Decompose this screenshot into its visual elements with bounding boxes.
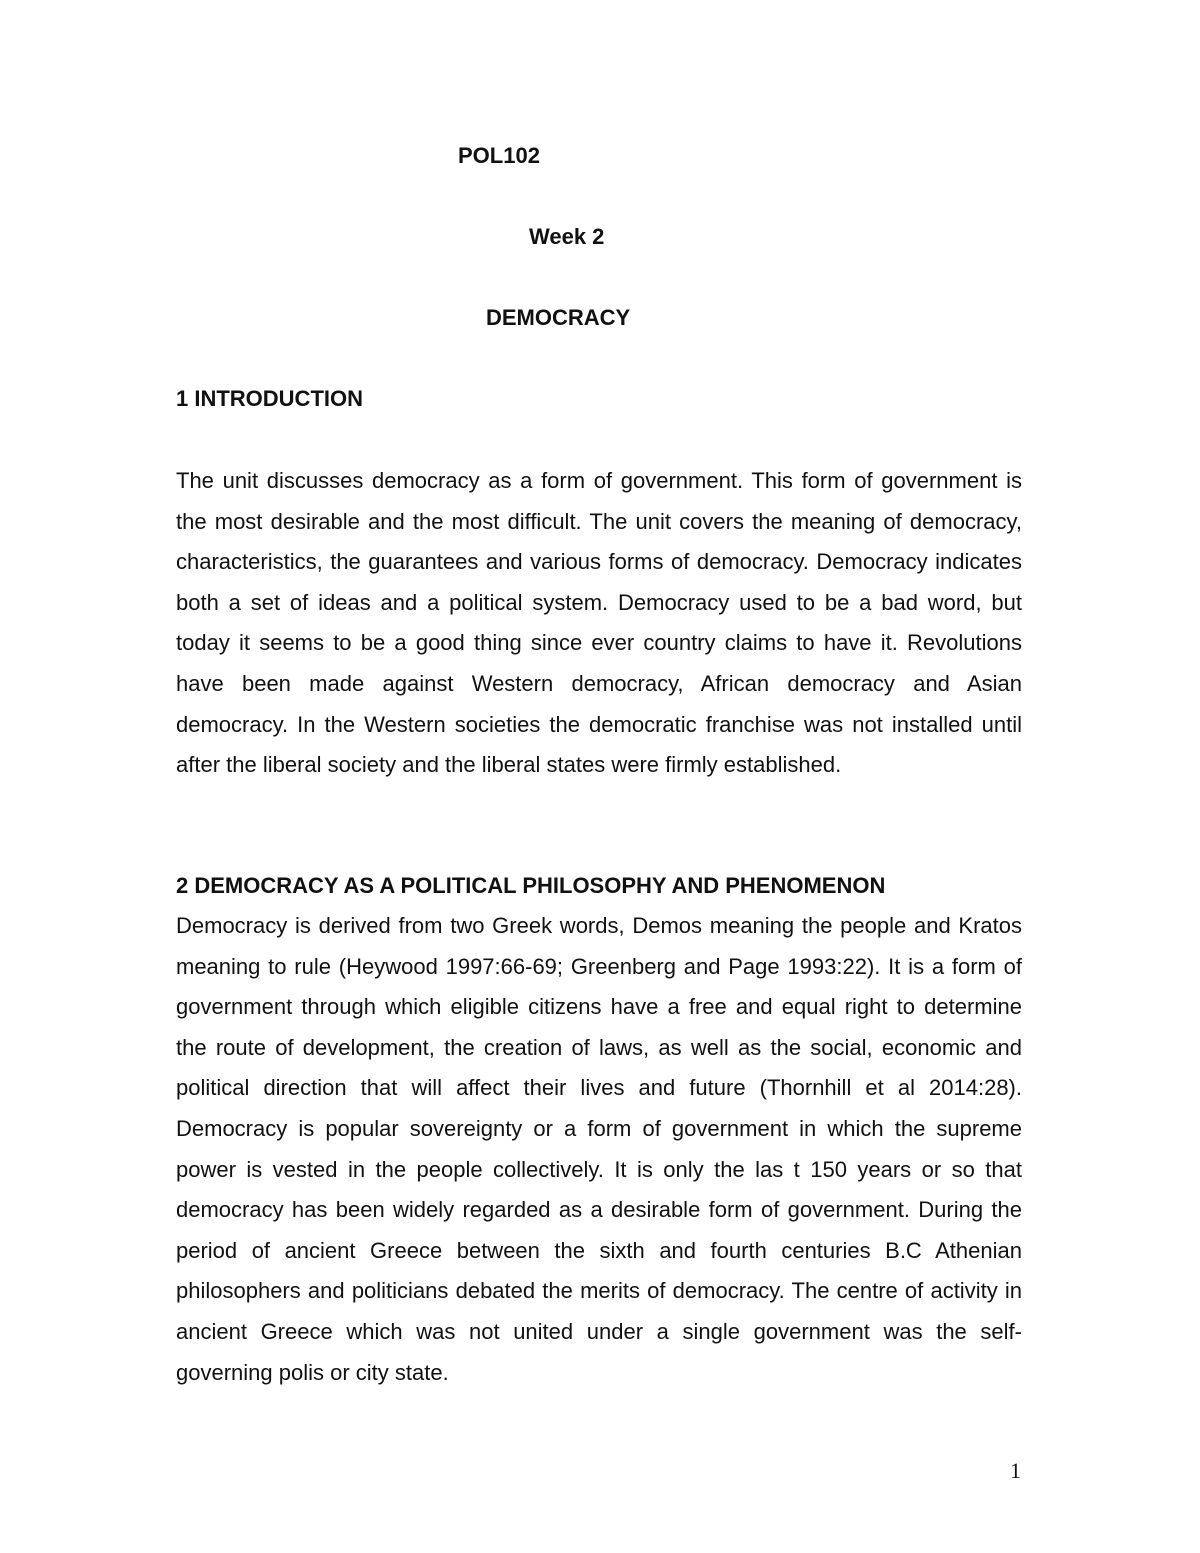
section-heading-introduction: 1 INTRODUCTION bbox=[176, 386, 363, 411]
page-title: DEMOCRACY bbox=[486, 305, 631, 330]
section-body-introduction: The unit discusses democracy as a form of government. This form of government is the most desirable and the most difficult. The unit covers the meaning of democracy, characteristics, the guarantees and various forms of democracy. Democracy indicates both a set of ideas and a political system. Democracy used to be a bad word, but today it seems to be a good thing since ever country claims to have it. Revolutions have been made against Western democracy, African democracy and Asian democracy. In the Western societies the democratic franchise was not installed until after the liberal society and the liberal states were firmly established. bbox=[176, 468, 1022, 778]
week-label: Week 2 bbox=[529, 224, 605, 249]
page-number: 1 bbox=[1010, 1458, 1021, 1483]
section-body-political-philosophy: Democracy is derived from two Greek words, Demos meaning the people and Kratos meaning to rule (Heywood 1997:66-69; Greenberg and Page 1993:22). It is a form of government through which eligible citizens have a free and equal right to determine the route of development, the creation of laws, as well as the social, economic and political direction that will affect their lives and future (Thornhill et al 2014:28). Democracy is popular sovereignty or a form of government in which the supreme power is vested in the people collectively. It is only the las t 150 years or so that democracy has been widely regarded as a desirable form of government. During the period of ancient Greece between the sixth and fourth centuries B.C Athenian philosophers and politicians debated the merits of democracy. The centre of activity in ancient Greece which was not united under a single government was the self-governing polis or city state. bbox=[176, 913, 1022, 1385]
section-heading-political-philosophy: 2 DEMOCRACY AS A POLITICAL PHILOSOPHY AND PHENOMENON bbox=[176, 873, 886, 898]
course-code: POL102 bbox=[458, 143, 540, 168]
